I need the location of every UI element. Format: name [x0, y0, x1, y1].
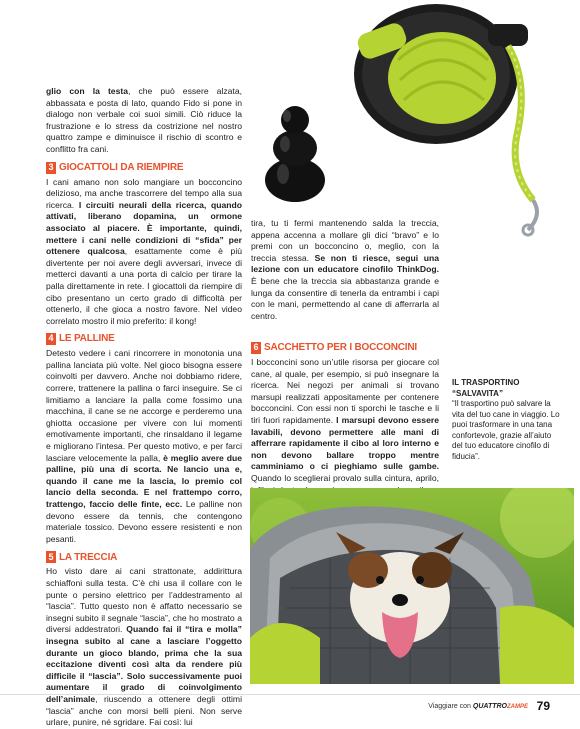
section-6-paragraph: I bocconcini sono un’utile risorsa per giocare col cane, al quale, per esempio, si può insegnare la ricerca. Nei negozi per animali si trovano marsupi realizzati appositamente per contenere bocconcini. Con essi non ti sporchi le tasche e li tiri fuori rapidamente. I marsupi devono essere lavabili, devono permettere alle mani di afferrare rapidamente il cibo al loro interno e non devono ballare troppo mentre camminiamo o ci pieghiamo sulle gambe. Quando lo sceglierai provalo sulla cintura, aprilo,	[251, 357, 439, 483]
section-4-paragraph: Detesto vedere i cani rincorrere in monotonia una pallina lanciata più volte. Nel gioco bisogna essere coinvolti per davvero. Anche noi dobbiamo ridere, correre, trattenere la pallina o farci inseguire. Se ci limitiamo a lanciare la palla come fossimo una macchina, il cane se ne accorge e perderemo una ghiotta occasione per vivere con lui momenti emotivamente importanti, che rinsaldano il legame e migliorano l’intesa. Per questo motivo, e per farci lasciare velocemente la palla, è meglio avere due palline, più una di scorta. Ne lancio una e, quando il cane me la lascia, lo premio col lancio della seconda. E nel frattempo corro, trattengo, faccio delle finte, ecc. Le palline non devono essere da tennis, che contengono materiale tossico. Devono essere resistenti e non pesanti.	[46, 348, 243, 544]
page-footer	[0, 694, 580, 723]
footer-brand: QUATTRO	[472, 703, 507, 710]
caption-title: IL TRASPORTINO “SALVAVITA”	[452, 378, 520, 398]
kong-toy-image	[255, 96, 335, 204]
footer-brand-suffix: ZAMPE	[507, 704, 528, 710]
text-column-middle-top	[251, 218, 439, 322]
section-4-header	[46, 333, 242, 345]
section-6-header	[251, 342, 439, 354]
footer-prefix: Viaggiare con	[428, 703, 471, 710]
section-3-title: GIOCATTOLI DA RIEMPIRE	[59, 161, 184, 173]
caption-text: “Il trasportino può salvare la vita del tuo cane in viaggio. Lo puoi trasformare in una tana confortevole, grazie all’aiuto del tuo educatore cinofilo di fiducia”.	[452, 399, 560, 461]
treccia-continuation: tira, tu ti fermi mantenendo salda la treccia, appena accenna a mollare gli dici “bravo” e lo premi con un bocconcino o, meglio, con la treccia stessa. Se non ti riesce, segui una lezione con un educatore cinofilo ThinkDog. È bene che la treccia sia abbastanza grande e lunga da consentire di tenerla da entrambi i capi con le mani, permettendo al cane di afferrarla al centro.	[251, 218, 439, 321]
photo-caption	[452, 378, 562, 462]
section-4-number: 4	[46, 333, 56, 345]
dog-carrier-photo	[250, 488, 574, 684]
section-6-number: 6	[251, 342, 261, 354]
section-5-title: LA TRECCIA	[59, 551, 118, 563]
intro-paragraph: glio con la testa, che può essere alzata, abbassata e posta di lato, quando Fido si pone in dialogo non verbale coi suoi simili. Ciò riduce la frustrazione e lo stress da costrizione nel nostro quattro zampe e diminuisce il rischio di scontro e conflitto fra cani.	[46, 86, 242, 154]
section-4-title: LE PALLINE	[59, 333, 115, 345]
retractable-leash-image	[338, 0, 580, 240]
section-6-title: SACCHETTO PER I BOCCONCINI	[264, 342, 417, 354]
text-column-left	[46, 86, 242, 729]
section-3-number: 3	[46, 162, 56, 174]
section-3-paragraph: I cani amano non solo mangiare un bocconcino delizioso, ma anche trascorrere del tempo alla sua ricerca. I circuiti neurali della ricerca, quando attivati, liberano dopamina, un ormone associato al piacere. È importante, quindi, mettere i cani nelle condizioni di “sfida” per ottenere qualcosa, esattamente come è più divertente per noi avere degli avversari, invece di metterci davanti a una porta di calcio per tirare la palla direttamente in rete. I giocattoli da riempire di cibo presentano un certo grado di difficoltà per ottenerlo, il che gioca a nostro favore. Nel video correlato mostro il mio preferito: il kong!	[46, 176, 243, 326]
page-number: 79	[536, 699, 550, 713]
section-3-header	[46, 162, 242, 174]
section-5-number: 5	[46, 551, 56, 563]
section-5-header	[46, 551, 242, 563]
footer-source	[428, 703, 528, 710]
section-5-paragraph: Ho visto dare ai cani strattonate, addirittura schiaffoni sulla testa. C’è chi usa il collare con le punte o persino elettrico per l’addestramento al “lascia”. Tutto questo non è affatto necessario se insegni subito il segnale “lascia”, che ho mostrato a diversi addestratori. Quando fai il “tira e molla” insegna subito al cane a lasciare l’oggetto durante un gioco blando, prima che la sua eccitazione diventi così alta da rendere più difficile il “lascia”. Solo successivamente puoi aumentare il grado di coinvolgimento dell’animale, riuscendo a ottenere degli ottimi “lascia” anche con morsi belli pieni. Non serve urlare, punire, né sgridare. Fai così: lui	[46, 566, 242, 728]
